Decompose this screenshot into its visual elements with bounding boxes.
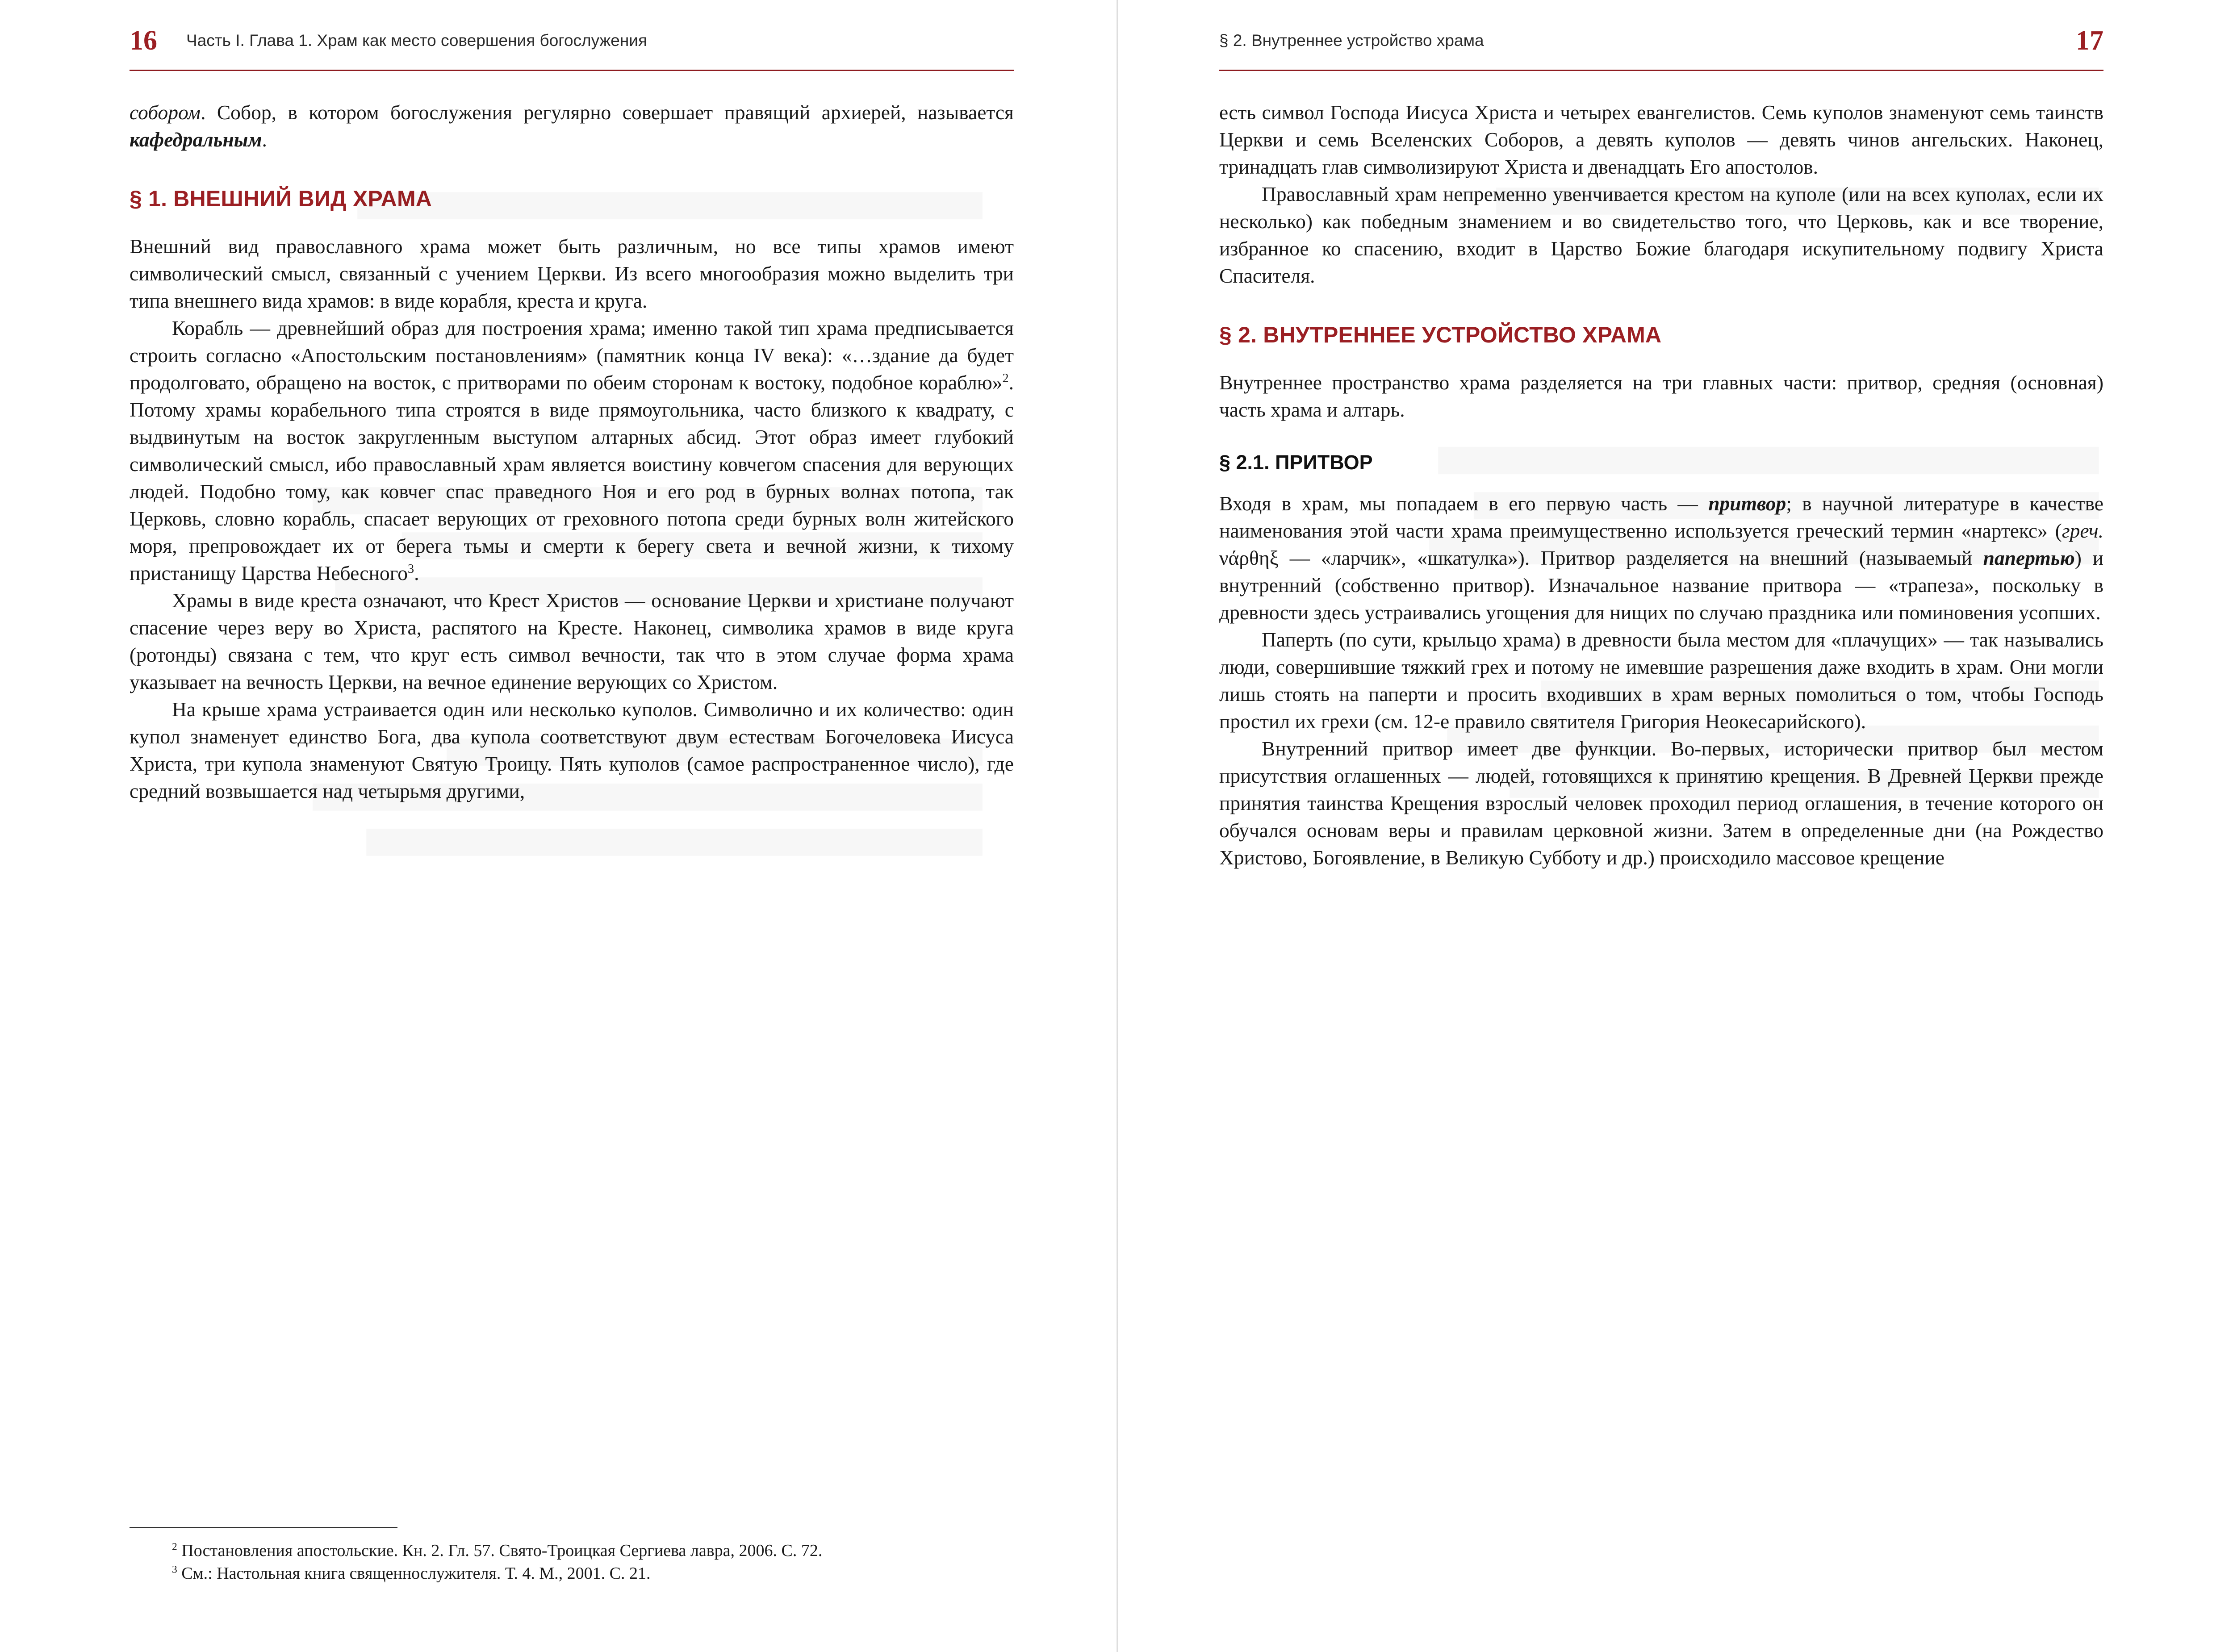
subsection-heading-narthex: § 2.1. ПРИТВОР (1219, 451, 1373, 474)
paragraph: На крыше храма устраивается один или несколько куполов. Символично и их количество: один купол знаменует единство Бога, два купола соответствуют двум естествам Богочеловека Иисуса Христа, три купола знаменуют Святую Троицу. Пять куполов (самое распространенное число), где средний возвышается над четырьмя другими, (130, 697, 1014, 802)
footnote-separator (130, 1527, 397, 1528)
page-right (1116, 0, 2233, 1652)
footnote-item (130, 1562, 1014, 1585)
footnote-text: Постановления апостольские. Кн. 2. Гл. 57. Свято-Троицкая Сергиева лавра, 2006. С. 72. (181, 1541, 823, 1560)
footnote-number: 3 (172, 1564, 177, 1576)
page-left (0, 0, 1116, 1652)
body-column-right (1219, 71, 2103, 871)
paragraph: есть символ Господа Иисуса Христа и четырех евангелистов. Семь куполов знаменуют семь таинств Церкви и семь Вселенских Соборов, а девять куполов — девять чинов ангельских. Наконец, тринадцать глав символизируют Христа и двенадцать Его апостолов. (1219, 101, 2103, 178)
footnote-text: См.: Настольная книга священнослужителя. Т. 4. М., 2001. С. 21. (181, 1564, 651, 1583)
paragraph: Внутреннее пространство храма разделяется на три главных части: притвор, средняя (основная) часть храма и алтарь. (1219, 371, 2103, 421)
running-head-text-left: Часть I. Глава 1. Храм как место совершения богослужения (186, 31, 648, 50)
paragraph: Паперть (по сути, крыльцо храма) в древности была местом для «плачущих» — так назывались люди, совершившие тяжкий грех и потому не имевшие разрешения даже входить в храм. Они могли лишь стоять на паперти и просить входивших в храм верных помолиться о том, чтобы Господь простил их грехи (см. 12-е правило святителя Григория Неокесарийского). (1219, 628, 2103, 733)
paragraph: Православный храм непременно увенчивается крестом на куполе (или на всех куполах, если их несколько) как победным знамением и во свидетельство того, что Церковь, как и все творение, избранное ко спасению, входит в Царство Божие благодаря искупительному подвигу Христа Спасителя. (1219, 183, 2103, 287)
paragraph: Входя в храм, мы попадаем в его первую часть — притвор; в научной литературе в качестве наименования этой части храма преимущественно используется греческий термин «нартекс» (греч. νάρθηξ — «ларчик», «шкатулка»). Притвор разделяется на внешний (называемый папертью) и внутренний (собственно притвор). Изначальное название притвора — «трапеза», поскольку в древности здесь устраивались угощения для нищих по случаю праздника или поминовения усопших. (1219, 492, 2103, 624)
footnote-marker-3: 3 (407, 562, 414, 576)
running-head-text-right: § 2. Внутреннее устройство храма (1219, 31, 1484, 50)
footnotes-left (130, 1527, 1014, 1585)
running-head-right (1219, 0, 2103, 67)
paragraph: Корабль — древнейший образ для построения храма; именно такой тип храма предписывается строить согласно «Апостольским постановлениям» (памятник конца IV века): «…здание да будет продолговато, обращено на восток, с притворами по обеим сторонам к востоку, подобное кораблю»$^2$. Потому храмы корабельного типа строятся в виде прямоугольника, часто близкого к квадрату, с выдвинутым на восток закругленным выступом алтарных абсид. Этот образ имеет глубокий символический смысл, ибо православный храм является воистину ковчегом спасения для верующих людей. Подобно тому, как ковчег спас праведного Ноя и его род в бурных волнах потопа, так Церковь, словно корабль, спасает верующих от греховного потопа среди бурных волн житейского моря, препровождает их от берега тьмы и смерти к берегу света и вечной жизни, к тихому пристанищу Царства Небесного$^3$. (130, 316, 1014, 584)
paragraph: Внешний вид православного храма может быть различным, но все типы храмов имеют символический смысл, связанный с учением Церкви. Из всего многообразия можно выделить три типа внешнего вида храмов: в виде корабля, креста и круга. (130, 234, 1014, 312)
footnote-number: 2 (172, 1541, 177, 1553)
body-column-left (130, 71, 1014, 805)
running-head-left (130, 0, 1014, 67)
section-heading-external-view: § 1. ВНЕШНИЙ ВИД ХРАМА (130, 186, 432, 211)
page-number-right: 17 (2076, 25, 2103, 56)
section-heading-internal-structure: § 2. ВНУТРЕННЕЕ УСТРОЙСТВО ХРАМА (1219, 322, 1662, 347)
paragraph: собором. Собор, в котором богослужения регулярно совершает правящий архиерей, называется кафедральным. (130, 101, 1014, 151)
page-number-left: 16 (130, 25, 157, 56)
paragraph: Внутренний притвор имеет две функции. Во-первых, исторически притвор был местом присутствия оглашенных — людей, готовящихся к принятию крещения. В Древней Церкви прежде принятия таинства Крещения взрослый человек проходил период оглашения, в течение которого он обучался основам веры и правилам церковной жизни. Затем в определенные дни (на Рождество Христово, Богоявление, в Великую Субботу и др.) происходило массовое крещение (1219, 737, 2103, 869)
footnote-marker-2: 2 (1002, 371, 1009, 385)
footnote-item (130, 1539, 1014, 1562)
paragraph: Храмы в виде креста означают, что Крест Христов — основание Церкви и христиане получают спасение через веру во Христа, распятого на Кресте. Наконец, символика храмов в виде круга (ротонды) связана с тем, что круг есть символ вечности, так что в этом случае форма храма указывает на вечность Церкви, на вечное единение верующих со Христом. (130, 588, 1014, 693)
